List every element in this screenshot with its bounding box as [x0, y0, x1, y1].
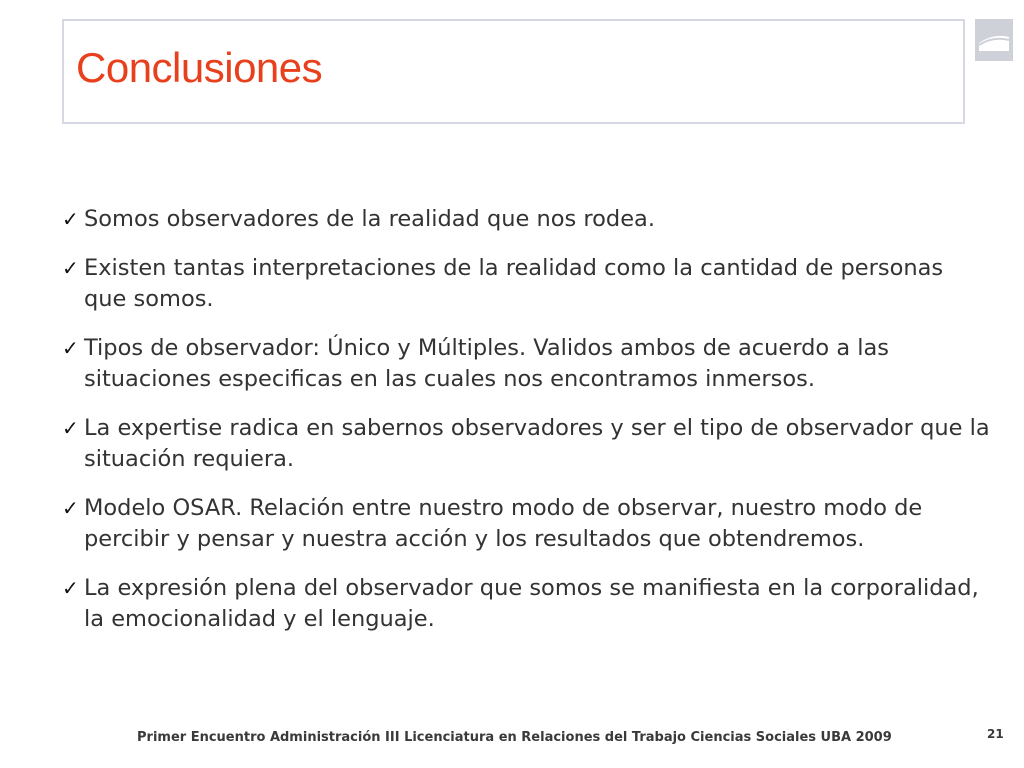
- bullet-item: [62, 333, 992, 395]
- checkmark-icon: ✓: [62, 336, 79, 360]
- checkmark-icon: ✓: [62, 496, 79, 520]
- bullet-item: [62, 204, 992, 235]
- bullet-item: [62, 573, 992, 635]
- bullet-list: [62, 204, 992, 653]
- checkmark-icon: ✓: [62, 416, 79, 440]
- title-frame: [62, 19, 965, 124]
- bullet-text: Tipos de observador: Único y Múltiples. Validos ambos de acuerdo a las situaciones especificas en las cuales nos encontramos inmersos.: [84, 335, 890, 392]
- bullet-item: [62, 253, 992, 315]
- checkmark-icon: ✓: [62, 256, 79, 280]
- bullet-text: Existen tantas interpretaciones de la realidad como la cantidad de personas que somos.: [84, 255, 944, 312]
- checkmark-icon: ✓: [62, 207, 79, 231]
- bullet-text: Modelo OSAR. Relación entre nuestro modo de observar, nuestro modo de percibir y pensar y nuestra acción y los resultados que obtendremos.: [84, 495, 923, 552]
- slide-footer: Primer Encuentro Administración III Licenciatura en Relaciones del Trabajo Ciencias Sociales UBA 2009: [137, 730, 892, 745]
- corner-logo-icon: [975, 19, 1013, 61]
- slide-title: Conclusiones: [76, 44, 323, 91]
- bullet-item: [62, 413, 992, 475]
- bullet-text: La expresión plena del observador que somos se manifiesta en la corporalidad, la emocionalidad y el lenguaje.: [84, 575, 979, 632]
- bullet-item: [62, 493, 992, 555]
- page-number: 21: [987, 727, 1004, 741]
- bullet-text: La expertise radica en sabernos observadores y ser el tipo de observador que la situación requiera.: [84, 415, 990, 472]
- bullet-text: Somos observadores de la realidad que nos rodea.: [84, 206, 655, 232]
- checkmark-icon: ✓: [62, 576, 79, 600]
